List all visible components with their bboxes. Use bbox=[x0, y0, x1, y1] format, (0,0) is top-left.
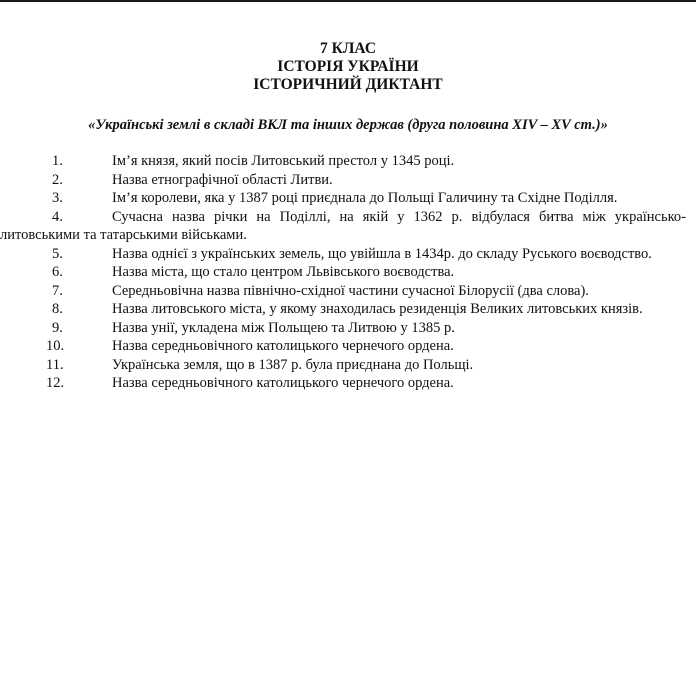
list-item bbox=[0, 374, 686, 393]
item-text: Українська земля, що в 1387 р. була приєднана до Польщі. bbox=[112, 356, 474, 373]
list-item bbox=[0, 208, 686, 245]
item-text: Назва унії, укладена між Польщею та Литвою у 1385 р. bbox=[112, 319, 455, 336]
subject-heading: ІСТОРІЯ УКРАЇНИ bbox=[277, 58, 419, 75]
item-number: 2. bbox=[52, 171, 63, 188]
item-text: Назва середньовічного католицького чернечого ордена. bbox=[112, 338, 454, 354]
work-type-heading: ІСТОРИЧНИЙ ДИКТАНТ bbox=[253, 76, 443, 93]
item-text: Сучасна назва річки на Поділлі, на якій у 1362 р. відбулася битва між українсько-литовськими та татарськими військами. bbox=[0, 208, 686, 243]
item-text: Назва литовського міста, у якому знаходилась резиденція Великих литовських князів. bbox=[112, 301, 643, 317]
list-item bbox=[0, 171, 686, 190]
top-border-line bbox=[0, 0, 696, 2]
item-number: 5. bbox=[52, 245, 63, 262]
document-header bbox=[0, 40, 696, 94]
item-text: Назва середньовічного католицького чернечого ордена. bbox=[112, 375, 454, 391]
list-item bbox=[0, 319, 686, 338]
item-number: 7. bbox=[52, 282, 63, 299]
item-number: 11. bbox=[46, 356, 64, 373]
list-item bbox=[0, 152, 686, 171]
list-item bbox=[0, 356, 686, 375]
list-item bbox=[0, 263, 686, 282]
list-item bbox=[0, 245, 686, 264]
item-text: Назва міста, що стало центром Львівського воєводства. bbox=[112, 264, 455, 280]
item-text: Середньовічна назва північно-східної частини сучасної Білорусії (два слова). bbox=[112, 282, 589, 299]
item-number: 3. bbox=[52, 190, 63, 206]
list-item bbox=[0, 337, 686, 356]
dictation-question-list bbox=[0, 152, 686, 393]
item-number: 10. bbox=[46, 338, 65, 354]
item-number: 8. bbox=[52, 301, 63, 317]
item-number: 9. bbox=[52, 319, 63, 336]
list-item bbox=[0, 189, 686, 208]
item-number: 12. bbox=[46, 375, 65, 391]
item-number: 4. bbox=[52, 208, 63, 225]
item-text: Назва однієї з українських земель, що увійшла в 1434р. до складу Руського воєводство. bbox=[112, 245, 652, 262]
item-text: Назва етнографічної області Литви. bbox=[112, 171, 333, 188]
item-number: 1. bbox=[52, 153, 63, 169]
item-text: Ім’я королеви, яка у 1387 році приєднала до Польщі Галичину та Східне Поділля. bbox=[112, 190, 618, 206]
item-number: 6. bbox=[52, 264, 63, 280]
list-item bbox=[0, 300, 686, 319]
topic-title: «Українські землі в складі ВКЛ та інших держав (друга половина XIV – XV ст.)» bbox=[88, 117, 608, 133]
item-text: Ім’я князя, який посів Литовський престол у 1345 році. bbox=[112, 153, 455, 169]
grade-heading: 7 КЛАС bbox=[319, 40, 377, 57]
list-item bbox=[0, 282, 686, 301]
